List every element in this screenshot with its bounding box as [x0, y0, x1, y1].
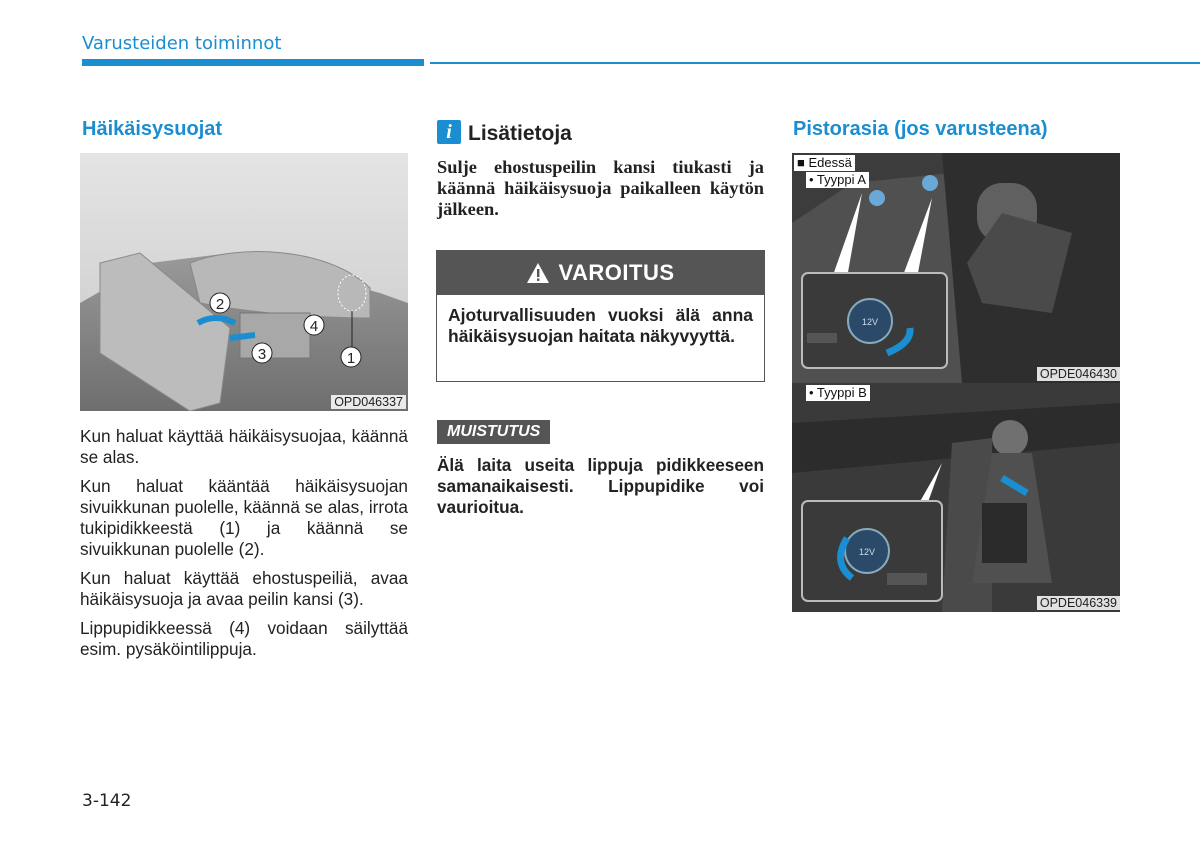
- note-text: Älä laita useita lippuja pidikkeeseen samanaikaisesti. Lippupidike voi vaurioitua.: [437, 455, 764, 517]
- info-heading: Lisätietoja: [468, 122, 572, 145]
- type-b-label: • Tyyppi B: [806, 385, 870, 401]
- paragraph: Kun haluat käyttää häikäisysuojaa, käännä se alas.: [80, 426, 408, 467]
- socket-label-a: 12V: [861, 317, 879, 327]
- power-outlet-heading: Pistorasia (jos varusteena): [793, 118, 1048, 140]
- outlet-type-b-illustration: [792, 383, 1120, 612]
- paragraph: Lippupidikkeessä (4) voidaan säilyttää esim. pysäköintilippuja.: [80, 618, 408, 659]
- callout-1-label: 1: [346, 350, 356, 367]
- sun-visor-illustration: [80, 153, 408, 411]
- running-header: Varusteiden toiminnot: [82, 33, 282, 54]
- sun-visor-drawing: [80, 153, 408, 411]
- type-b-image-code: OPDE046339: [1037, 596, 1120, 610]
- warning-header: [437, 251, 764, 295]
- note-label: MUISTUTUS: [437, 420, 550, 444]
- callout-3-label: 3: [257, 346, 267, 363]
- callout-2-label: 2: [215, 296, 225, 313]
- header-accent-bar: [82, 59, 424, 66]
- warning-triangle-icon: [526, 262, 550, 284]
- header-rule: [430, 62, 1200, 64]
- sun-visor-body: [80, 426, 408, 668]
- type-a-label: • Tyyppi A: [806, 172, 869, 188]
- outlet-type-a-illustration: [792, 153, 1120, 383]
- image-code: OPD046337: [331, 395, 406, 409]
- type-b-drawing: [792, 383, 1120, 612]
- type-a-image-code: OPDE046430: [1037, 367, 1120, 381]
- paragraph: Kun haluat kääntää häikäisysuojan sivuikkunan puolelle, käännä se alas, irrota tukipidikkeestä (1) ja käännä se sivuikkunan puolelle (2).: [80, 476, 408, 559]
- callout-4-label: 4: [309, 318, 319, 335]
- info-text: Sulje ehostuspeilin kansi tiukasti ja käännä häikäisysuoja paikalleen käytön jälkeen.: [437, 157, 764, 219]
- sun-visor-heading: Häikäisysuojat: [82, 118, 223, 140]
- warning-text: Ajoturvallisuuden vuoksi älä anna häikäisysuojan haitata näkyvyyttä.: [448, 305, 753, 346]
- warning-box: [436, 250, 765, 382]
- socket-label-b: 12V: [858, 547, 876, 557]
- front-label: ■ Edessä: [794, 155, 855, 171]
- paragraph: Kun haluat käyttää ehostuspeiliä, avaa häikäisysuoja ja avaa peilin kansi (3).: [80, 568, 408, 609]
- page-number: 3-142: [82, 791, 132, 811]
- info-icon: i: [437, 120, 461, 144]
- warning-title: VAROITUS: [558, 260, 675, 285]
